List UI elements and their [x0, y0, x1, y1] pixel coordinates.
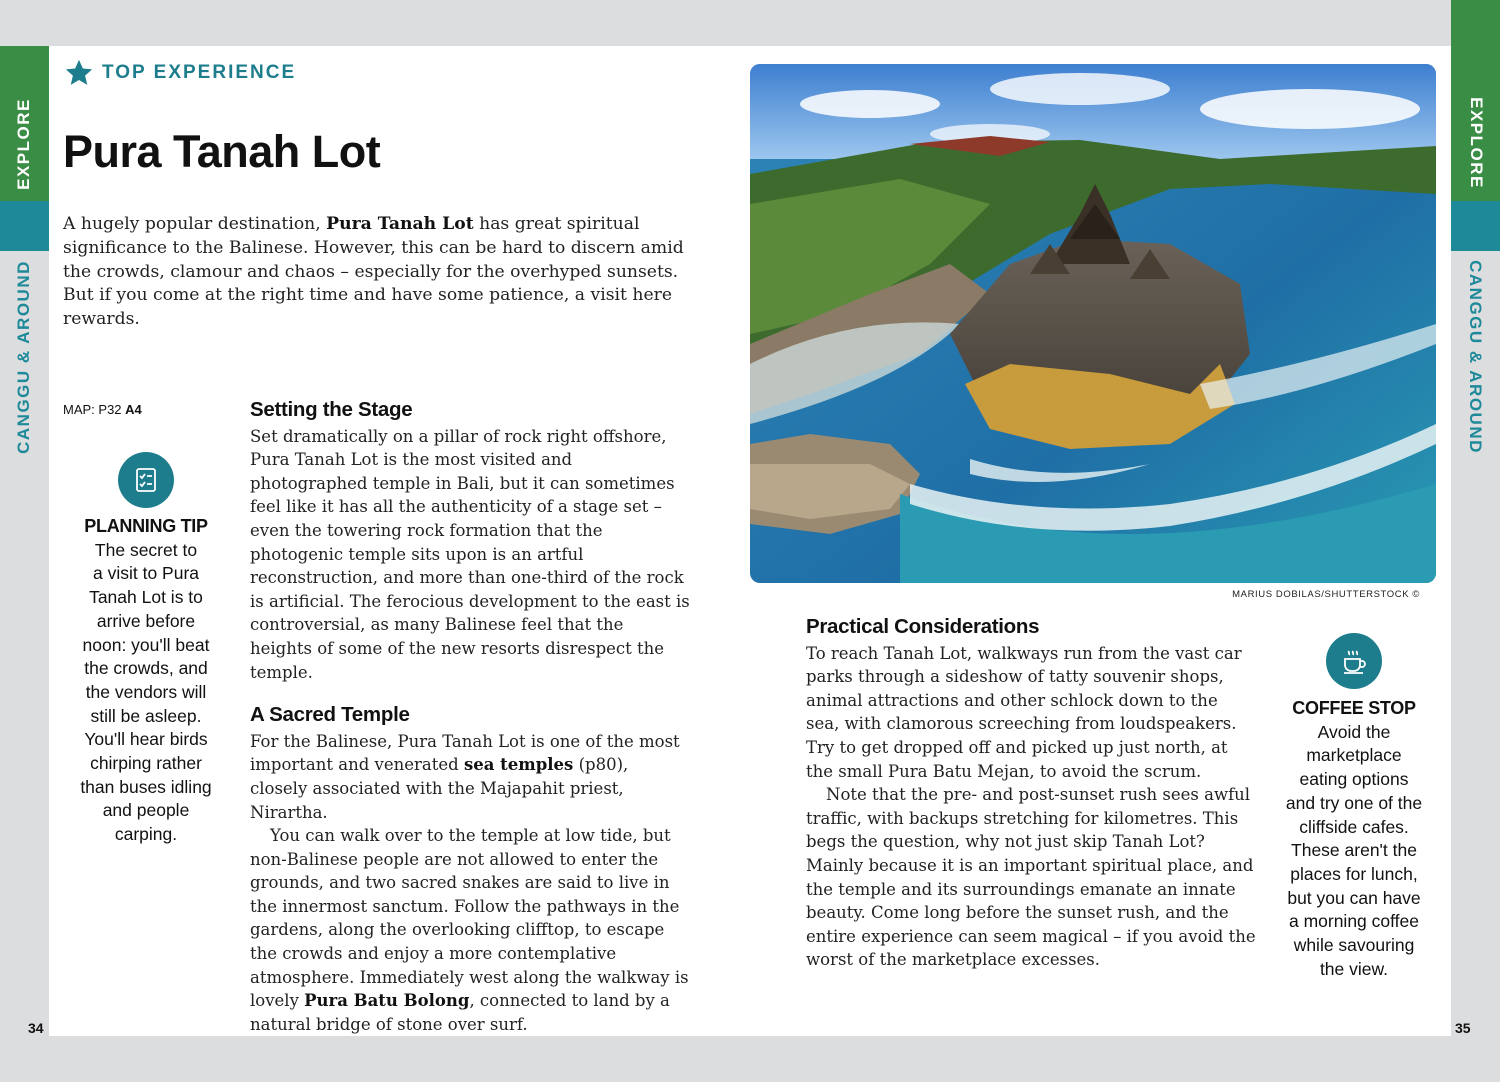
- coffee-stop-box: [1279, 697, 1429, 981]
- right-body-column: [806, 615, 1256, 972]
- coffee-stop-text: Avoid the marketplace eating options and try one of the cliffside cafes. These aren't the places for lunch, but you can have a morning coffee while savouring the view.: [1285, 721, 1423, 979]
- region-tab-label-left: CANGGU & AROUND: [14, 260, 33, 454]
- star-icon: [64, 58, 94, 88]
- page-number-right: 35: [1455, 1020, 1471, 1036]
- planning-tip-box: [72, 515, 220, 847]
- sea-temples-link: sea temples: [463, 755, 574, 775]
- coffee-cup-icon: [1326, 633, 1382, 689]
- explore-tab-label: EXPLORE: [14, 98, 33, 190]
- sacred-temple-paragraph-1: For the Balinese, Pura Tanah Lot is one of the most important and venerated sea temples (p80), closely associated with the Majapahit priest, Nirartha.: [250, 731, 680, 822]
- section-heading-sacred-temple: A Sacred Temple: [250, 703, 410, 727]
- practical-paragraph-1: To reach Tanah Lot, walkways run from the vast car parks through a sideshow of tatty souvenir shops, animal attractions and other schlock down to the sea, with clamorous screeching from loudspeakers. Try to get dropped off and picked up just north, at the small Pura Batu Mejan, to avoid the scrum.: [806, 643, 1242, 781]
- region-tab-right[interactable]: [1451, 201, 1500, 251]
- practical-paragraph-2: Note that the pre- and post-sunset rush sees awful traffic, with backups stretching for kilometres. This begs the question, why not just skip Tanah Lot? Mainly because it is an important spiritual place, and the temple and its surroundings emanate an innate beauty. Come long before the sunset rush, and the entire experience can seem magical – if you avoid the worst of the marketplace excesses.: [806, 785, 1256, 970]
- checklist-icon: [118, 452, 174, 508]
- coffee-stop-title: COFFEE STOP: [1292, 698, 1416, 718]
- section-body-setting-the-stage: Set dramatically on a pillar of rock right offshore, Pura Tanah Lot is the most visited and photographed temple in Bali, but it can sometimes feel like it has all the authenticity of a stage set – even the towering rock formation that the photogenic temple sits upon is an artful reconstruction, and more than one-third of the rock is artificial. The ferocious development to the east is controversial, as many Balinese feel that the heights of some of the new resorts disrespect the temple.: [250, 426, 690, 682]
- pura-batu-bolong-name: Pura Batu Bolong: [304, 991, 470, 1011]
- temple-photo: [750, 64, 1436, 583]
- sacred-temple-paragraph-2: You can walk over to the temple at low tide, but non-Balinese people are not allowed to enter the grounds, and two sacred snakes are said to live in the innermost sanctum. Follow the pathways in the gardens, along the overlooking clifftop, to escape the crowds and enjoy a more contemplative atmosphere. Immediately west along the walkway is lovely Pura Batu Bolong, connected to land by a natural bridge of stone over surf.: [250, 826, 689, 1034]
- region-tab-label-right: CANGGU & AROUND: [1466, 260, 1485, 454]
- region-tab-left[interactable]: [0, 201, 49, 251]
- explore-tab-left[interactable]: [0, 46, 49, 201]
- page-number-left: 34: [28, 1020, 44, 1036]
- map-grid-ref: A4: [125, 402, 142, 417]
- page-title: Pura Tanah Lot: [63, 126, 381, 177]
- kicker-label: TOP EXPERIENCE: [102, 62, 297, 83]
- planning-tip-text: The secret to a visit to Pura Tanah Lot is to arrive before noon: you'll beat the crowds, and the vendors will still be asleep. You'll hear birds chirping rather than buses idling and people carping.: [80, 539, 212, 845]
- planning-tip-title: PLANNING TIP: [84, 516, 208, 536]
- map-reference[interactable]: MAP: P32 A4: [63, 402, 142, 417]
- section-heading-practical-considerations: Practical Considerations: [806, 615, 1040, 638]
- intro-paragraph: A hugely popular destination, Pura Tanah Lot has great spiritual significance to the Balinese. However, this can be hard to discern amid the crowds, clamour and chaos – especially for the overhyped sunsets. But if you come at the right time and have some patience, a visit here rewards.: [63, 214, 684, 330]
- photo-credit: MARIUS DOBILAS/SHUTTERSTOCK ©: [1232, 589, 1420, 600]
- section-heading-setting-the-stage: Setting the Stage: [250, 398, 413, 421]
- explore-tab-label: EXPLORE: [1467, 97, 1486, 189]
- left-body-column: [250, 398, 690, 1036]
- explore-tab-right[interactable]: [1451, 0, 1500, 201]
- intro-bold-name: Pura Tanah Lot: [326, 214, 474, 234]
- top-experience-kicker: [64, 58, 296, 88]
